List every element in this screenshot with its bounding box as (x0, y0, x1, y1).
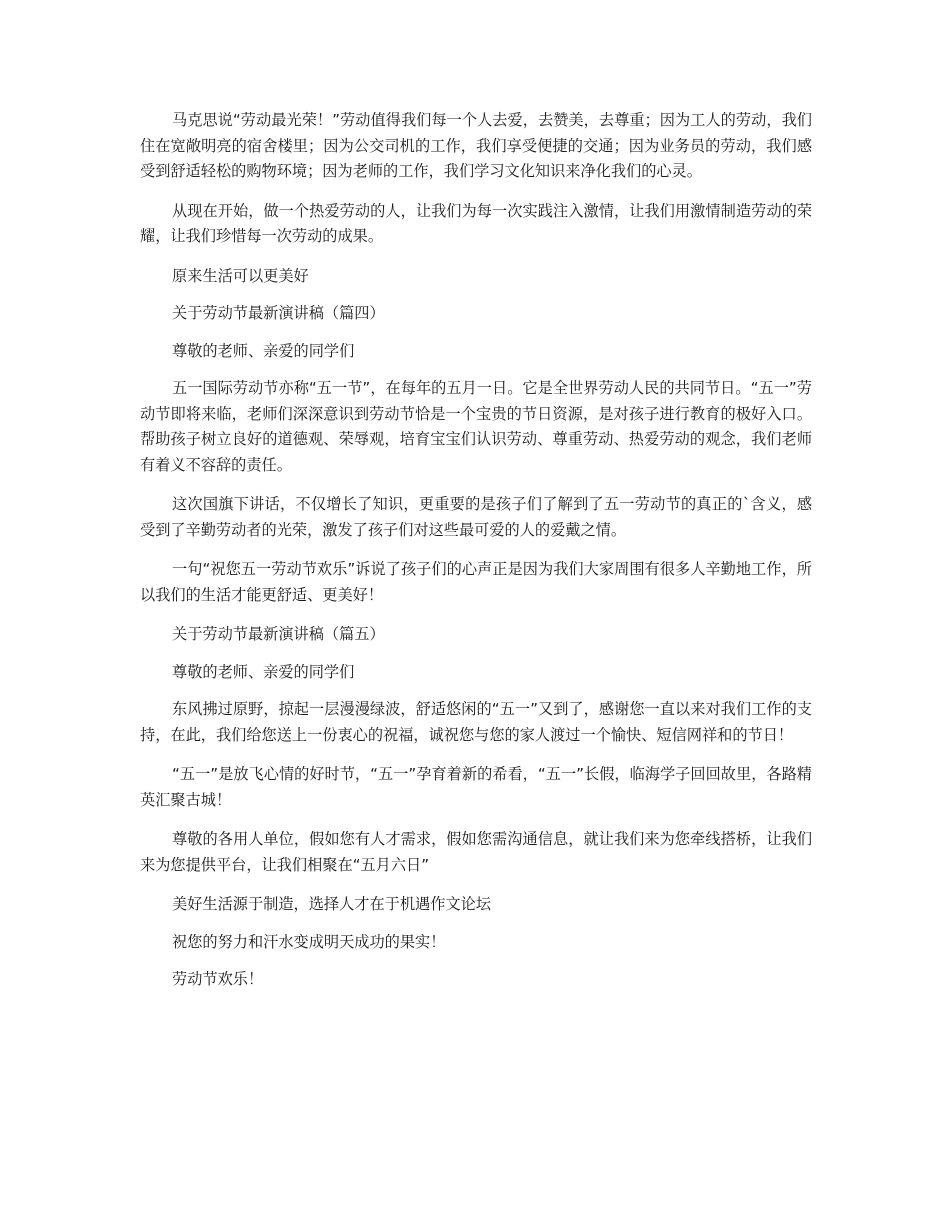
paragraph-holiday: “五一”是放飞心情的好时节，“五一”孕育着新的希看，“五一”长假，临海学子回回故里，各路精英汇聚古城！ (140, 765, 812, 809)
paragraph-greeting: 一句“祝您五一劳动节欢乐”诉说了孩子们的心声正是因为我们大家周围有很多人辛勤地工作，所以我们的生活才能更舒适、更美好！ (140, 560, 812, 604)
paragraph-east-wind: 东风拂过原野，掠起一层漫漫绿波，舒适悠闲的“五一”又到了，感谢您一直以来对我们工作的支持，在此，我们给您送上一份衷心的祝福，诚祝您与您的家人渡过一个愉快、短信网祥和的节日！ (140, 700, 812, 744)
paragraph-forum: 美好生活源于制造，选择人才在于机遇作文论坛 (172, 895, 491, 913)
paragraph-flag-speech: 这次国旗下讲话，不仅增长了知识，更重要的是孩子们了解到了五一劳动节的真正的`含义，感受到了辛勤劳动者的光荣，激发了孩子们对这些最可爱的人的爱戴之情。 (140, 495, 812, 539)
document-page (140, 108, 812, 1005)
paragraph-may-day: 五一国际劳动节亦称“五一节”，在每年的五月一日。它是全世界劳动人民的共同节日。“五一”劳动节即将来临，老师们深深意识到劳动节恰是一个宝贵的节日资源，是对孩子进行教育的极好入口。帮助孩子树立良好的道德观、荣辱观，培育宝宝们认识劳动、尊重劳动、热爱劳动的观念，我们老师有着义不容辞的责任。 (140, 379, 812, 474)
paragraph-closing: 劳动节欢乐！ (172, 970, 264, 988)
paragraph-love-labor: 从现在开始，做一个热爱劳动的人，让我们为每一次实践注入激情，让我们用激情制造劳动的荣耀，让我们珍惜每一次劳动的成果。 (140, 201, 812, 245)
section-heading-4: 关于劳动节最新演讲稿（篇四） (172, 304, 385, 322)
salutation-5: 尊敬的老师、亲爱的同学们 (172, 662, 355, 681)
paragraph-better-life: 原来生活可以更美好 (172, 266, 309, 285)
paragraph-employers: 尊敬的各用人单位，假如您有人才需求，假如您需沟通信息，就让我们来为您牵线搭桥，让我们来为您提供平台，让我们相聚在“五月六日” (140, 830, 812, 874)
paragraph-wish: 祝您的努力和汗水变成明天成功的果实！ (172, 932, 446, 951)
salutation-4: 尊敬的老师、亲爱的同学们 (172, 341, 355, 360)
section-heading-5: 关于劳动节最新演讲稿（篇五） (172, 625, 385, 643)
paragraph-intro: 马克思说“劳动最光荣！”劳动值得我们每一个人去爱，去赞美，去尊重；因为工人的劳动，我们住在宽敞明亮的宿舍楼里；因为公交司机的工作，我们享受便捷的交通；因为业务员的劳动，我们感受到舒适轻松的购物环境；因为老师的工作，我们学习文化知识来净化我们的心灵。 (140, 111, 812, 180)
